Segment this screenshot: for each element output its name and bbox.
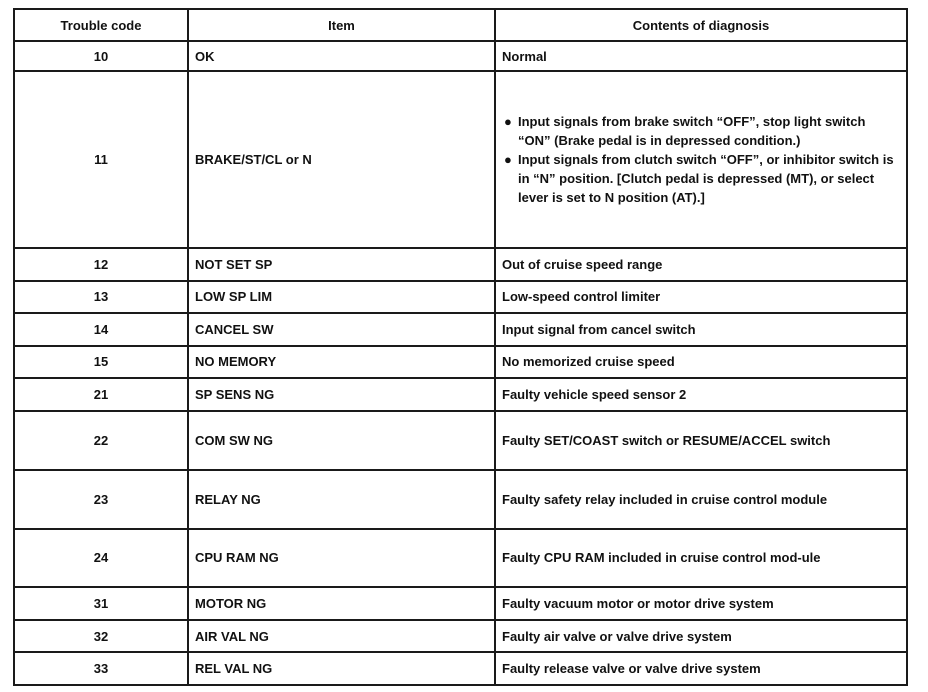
- trouble-code-cell: 13: [14, 281, 188, 314]
- table-row: [14, 529, 907, 588]
- item-cell: SP SENS NG: [188, 378, 495, 411]
- item-cell: OK: [188, 41, 495, 71]
- trouble-code-cell: 14: [14, 313, 188, 346]
- table-row: [14, 470, 907, 529]
- table-row: [14, 41, 907, 71]
- diagnosis-bullet-item: [502, 150, 900, 207]
- header-trouble-code: Trouble code: [14, 9, 188, 41]
- table-row: [14, 411, 907, 470]
- diagnosis-bullet-list: [502, 112, 900, 207]
- table-row: [14, 346, 907, 379]
- trouble-code-cell: 23: [14, 470, 188, 529]
- trouble-code-cell: 11: [14, 71, 188, 248]
- trouble-code-cell: 32: [14, 620, 188, 653]
- table-row: [14, 313, 907, 346]
- diagnosis-cell: Faulty air valve or valve drive system: [495, 620, 907, 653]
- trouble-code-table: [13, 8, 908, 686]
- diagnosis-cell: Faulty SET/COAST switch or RESUME/ACCEL switch: [495, 411, 907, 470]
- table-row: [14, 620, 907, 653]
- bullet-dot-icon: ●: [504, 152, 512, 168]
- diagnosis-cell: Faulty vehicle speed sensor 2: [495, 378, 907, 411]
- diagnosis-cell: Normal: [495, 41, 907, 71]
- diagnosis-cell: Out of cruise speed range: [495, 248, 907, 281]
- header-row: [14, 9, 907, 41]
- item-cell: LOW SP LIM: [188, 281, 495, 314]
- item-cell: CANCEL SW: [188, 313, 495, 346]
- diagnosis-cell: [495, 71, 907, 248]
- item-cell: CPU RAM NG: [188, 529, 495, 588]
- item-cell: MOTOR NG: [188, 587, 495, 620]
- trouble-code-cell: 33: [14, 652, 188, 685]
- table-row: [14, 378, 907, 411]
- table-row: [14, 71, 907, 248]
- diagnosis-cell: Faulty CPU RAM included in cruise control mod-ule: [495, 529, 907, 588]
- item-cell: REL VAL NG: [188, 652, 495, 685]
- item-cell: COM SW NG: [188, 411, 495, 470]
- trouble-code-cell: 12: [14, 248, 188, 281]
- trouble-code-cell: 21: [14, 378, 188, 411]
- diagnosis-cell: Faulty safety relay included in cruise control module: [495, 470, 907, 529]
- table-row: [14, 248, 907, 281]
- item-cell: NO MEMORY: [188, 346, 495, 379]
- diagnosis-cell: Faulty release valve or valve drive system: [495, 652, 907, 685]
- bullet-dot-icon: ●: [504, 114, 512, 130]
- item-cell: BRAKE/ST/CL or N: [188, 71, 495, 248]
- item-cell: RELAY NG: [188, 470, 495, 529]
- bullet-text: Input signals from brake switch “OFF”, stop light switch “ON” (Brake pedal is in depressed condition.): [518, 114, 866, 149]
- bullet-text: Input signals from clutch switch “OFF”, or inhibitor switch is in “N” position. [Clutch pedal is depressed (MT), or select lever is set to N position (AT).]: [518, 152, 894, 206]
- diagnosis-cell: Faulty vacuum motor or motor drive system: [495, 587, 907, 620]
- table-row: [14, 281, 907, 314]
- diagnosis-cell: Input signal from cancel switch: [495, 313, 907, 346]
- item-cell: AIR VAL NG: [188, 620, 495, 653]
- trouble-code-cell: 24: [14, 529, 188, 588]
- diagnosis-cell: Low-speed control limiter: [495, 281, 907, 314]
- header-contents-of-diagnosis: Contents of diagnosis: [495, 9, 907, 41]
- trouble-code-cell: 22: [14, 411, 188, 470]
- table-row: [14, 587, 907, 620]
- table-row: [14, 652, 907, 685]
- header-item: Item: [188, 9, 495, 41]
- diagnosis-bullet-item: [502, 112, 900, 150]
- trouble-code-cell: 15: [14, 346, 188, 379]
- trouble-code-cell: 31: [14, 587, 188, 620]
- item-cell: NOT SET SP: [188, 248, 495, 281]
- diagnosis-cell: No memorized cruise speed: [495, 346, 907, 379]
- trouble-code-cell: 10: [14, 41, 188, 71]
